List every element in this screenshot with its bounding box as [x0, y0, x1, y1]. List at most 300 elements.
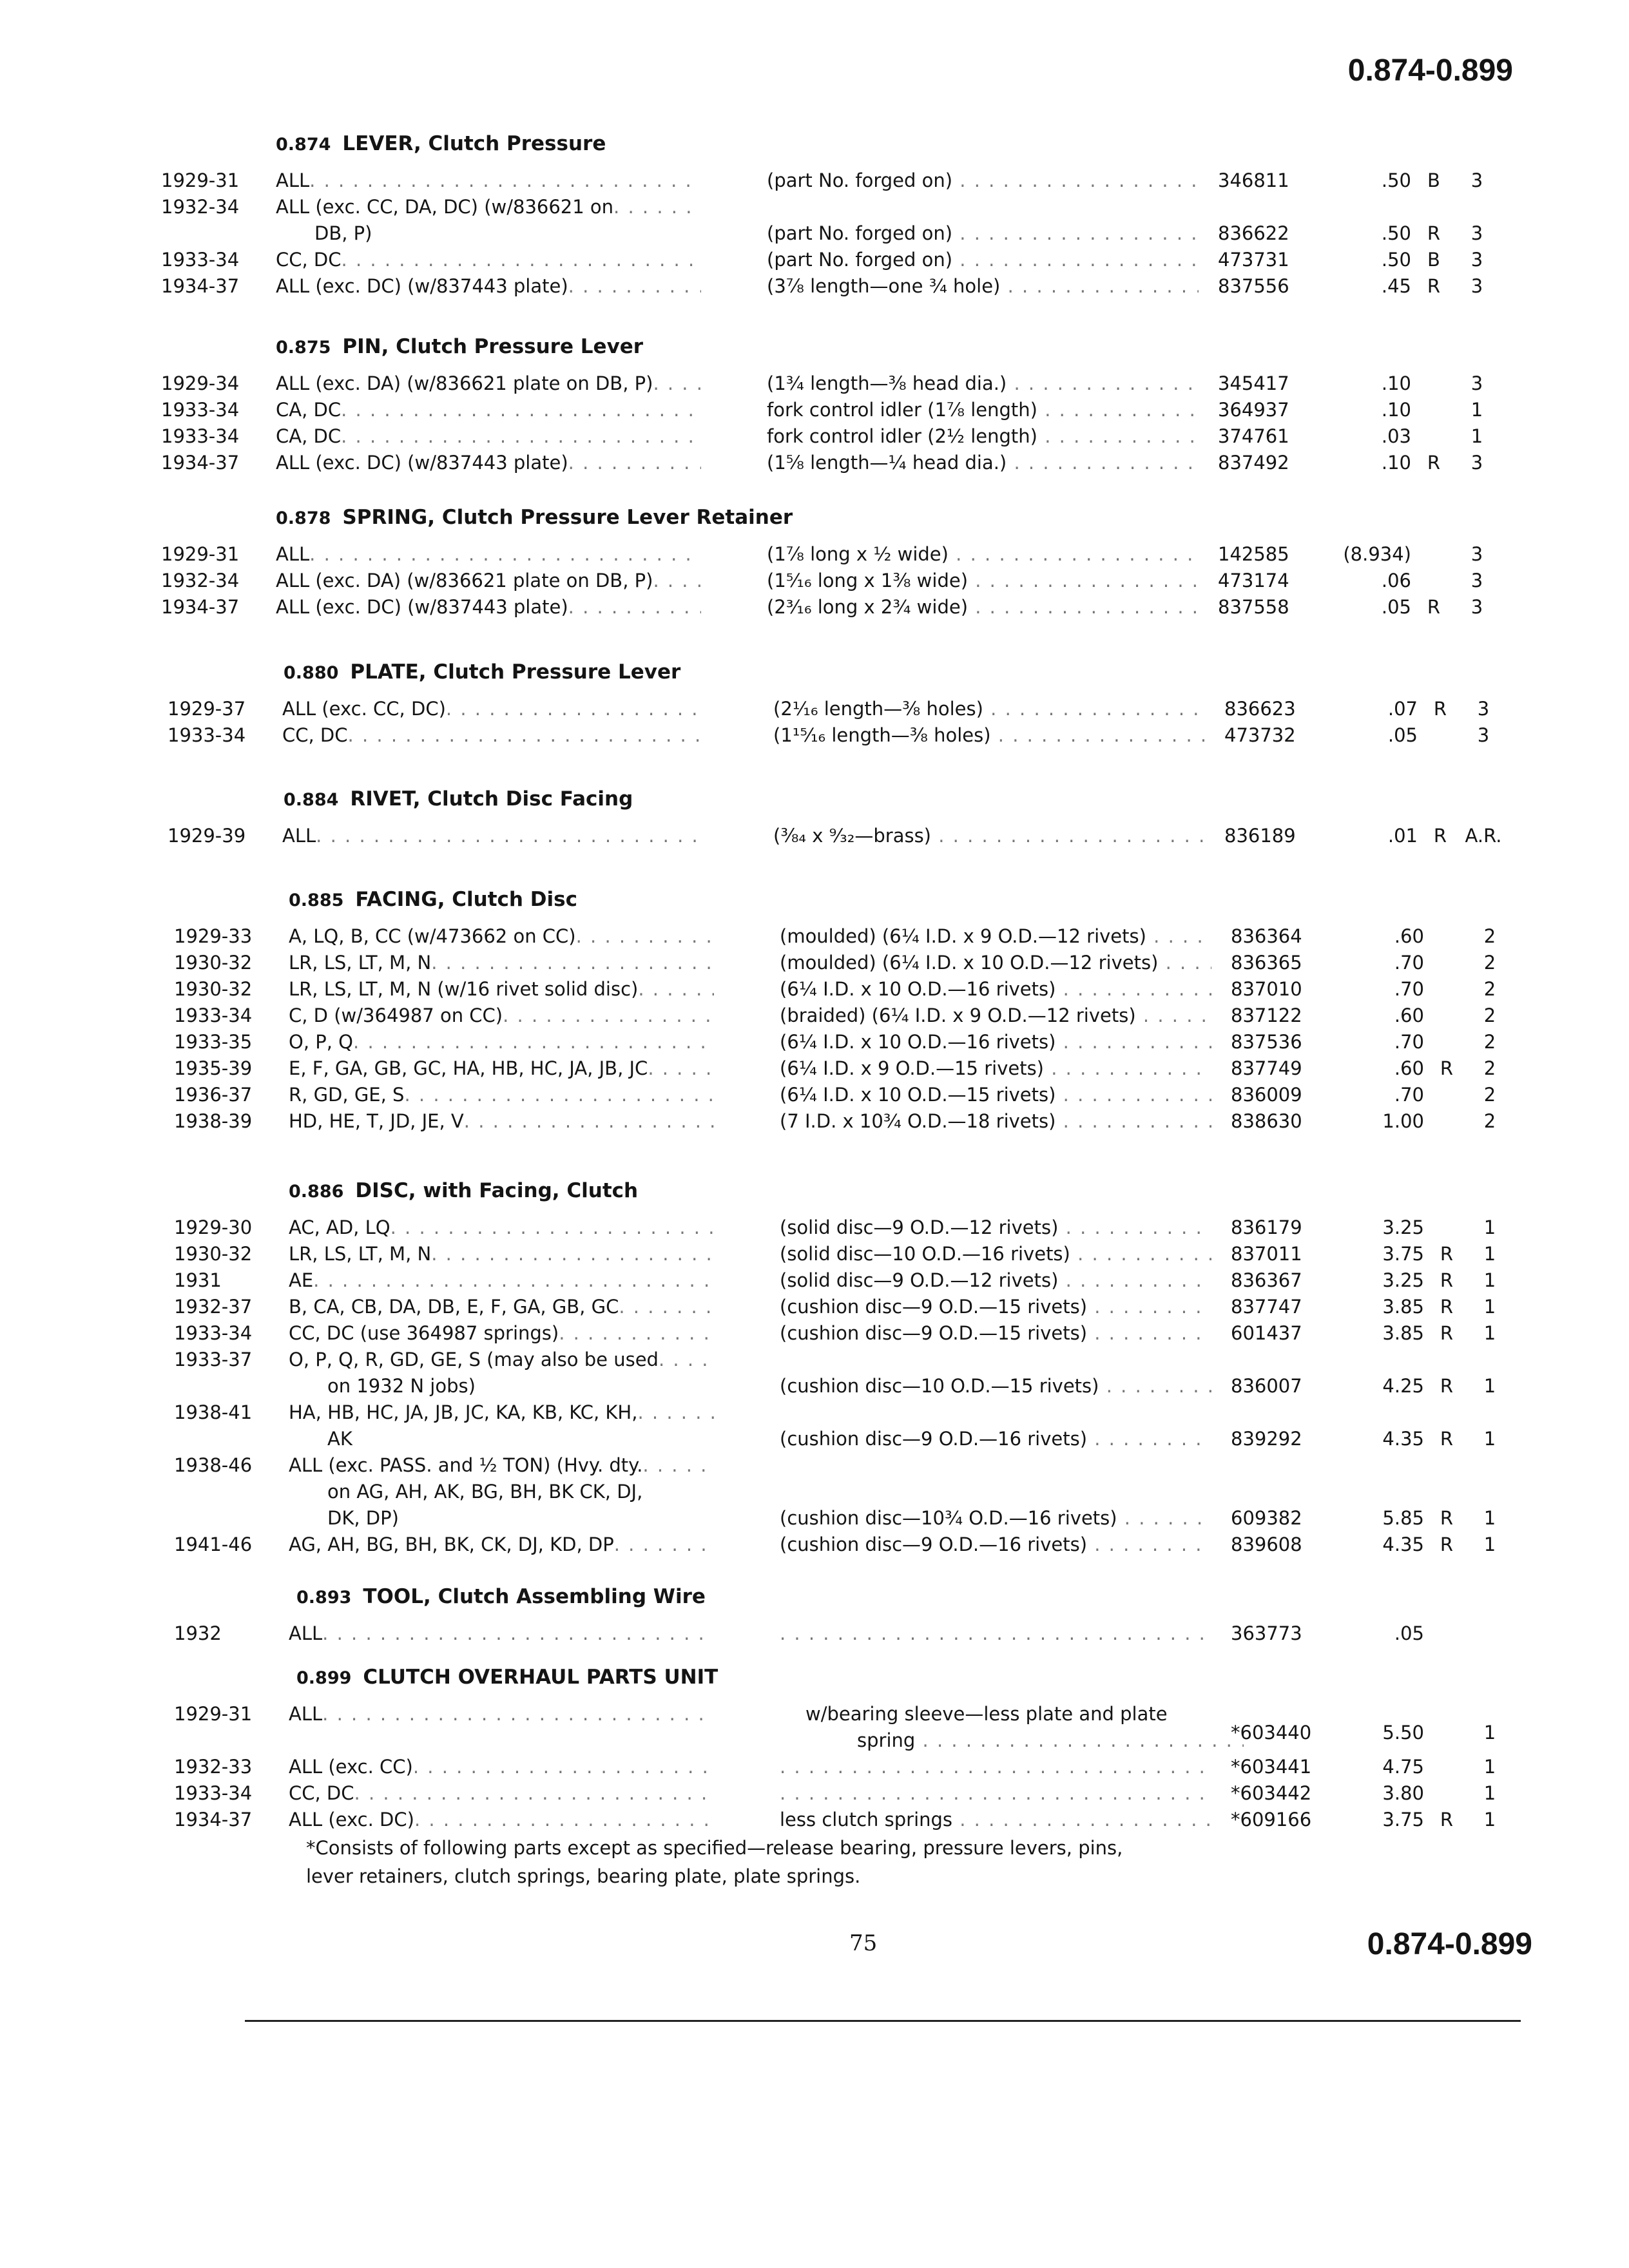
- footnote-line: *Consists of following parts except as specified—release bearing, pressure levers, pins,: [306, 1837, 1123, 1859]
- section-heading: [289, 888, 577, 911]
- applicable-models: ALL (exc. PASS. and ½ TON) (Hvy. dty. . . .: [289, 1454, 714, 1476]
- price-code: R: [1427, 452, 1441, 474]
- price-code: B: [1427, 249, 1440, 271]
- section-number: 0.874: [276, 135, 331, 155]
- quantity: 3: [1477, 724, 1490, 746]
- section-heading: [296, 1666, 718, 1689]
- table-row: [0, 1057, 1629, 1083]
- quantity: 3: [1470, 372, 1483, 394]
- list-price: .05: [1381, 596, 1411, 618]
- quantity: 2: [1483, 1084, 1496, 1106]
- table-row: [0, 452, 1629, 477]
- list-price: .05: [1394, 1622, 1424, 1644]
- table-row: [0, 925, 1629, 951]
- quantity: 1: [1483, 1756, 1496, 1778]
- part-description: (part No. forged on) . . .: [767, 169, 1199, 191]
- part-number: 836364: [1231, 925, 1302, 947]
- quantity: 3: [1470, 222, 1483, 244]
- applicable-models: ALL (exc. DC) (w/837443 plate) . . .: [276, 275, 701, 297]
- part-number: 836007: [1231, 1375, 1302, 1397]
- page-range-header: 0.874-0.899: [1347, 53, 1513, 88]
- part-number: 837747: [1231, 1296, 1302, 1318]
- part-number: 838630: [1231, 1110, 1302, 1132]
- list-price: .10: [1381, 452, 1411, 474]
- part-number: 142585: [1218, 543, 1289, 565]
- table-row: [0, 543, 1629, 569]
- model-years: 1932-34: [161, 196, 240, 218]
- quantity: 1: [1483, 1533, 1496, 1555]
- applicable-models: HA, HB, HC, JA, JB, JC, KA, KB, KC, KH, . . .: [289, 1401, 714, 1423]
- price-code: R: [1440, 1507, 1454, 1529]
- list-price: 4.35: [1382, 1428, 1424, 1450]
- part-number: 836189: [1224, 825, 1296, 847]
- part-number: 473731: [1218, 249, 1289, 271]
- price-code: R: [1440, 1375, 1454, 1397]
- table-row: [0, 952, 1629, 977]
- list-price: 3.75: [1382, 1243, 1424, 1265]
- applicable-models: CC, DC . . .: [282, 724, 708, 746]
- table-row: [0, 698, 1629, 724]
- list-price: 3.85: [1382, 1322, 1424, 1344]
- list-price: 3.80: [1382, 1782, 1424, 1804]
- section-title: TOOL, Clutch Assembling Wire: [363, 1585, 706, 1608]
- applicable-models: ALL . . .: [276, 169, 701, 191]
- table-row: [0, 1269, 1629, 1295]
- model-years: 1933-34: [174, 1322, 253, 1344]
- model-years: 1933-34: [161, 249, 240, 271]
- section-number: 0.878: [276, 508, 331, 528]
- model-years: 1938-46: [174, 1454, 253, 1476]
- part-description: (2³⁄₁₆ long x 2¾ wide) . . .: [767, 596, 1199, 618]
- section-title: CLUTCH OVERHAUL PARTS UNIT: [363, 1666, 718, 1689]
- applicable-models: ALL . . .: [276, 543, 701, 565]
- part-description: (3⅞ length—one ¾ hole) . . .: [767, 275, 1199, 297]
- price-code: R: [1433, 698, 1447, 720]
- list-price: .70: [1394, 978, 1424, 1000]
- price-code: R: [1440, 1296, 1454, 1318]
- applicable-models-continued: DK, DP): [327, 1507, 399, 1529]
- price-code: R: [1440, 1428, 1454, 1450]
- applicable-models: CA, DC . . .: [276, 399, 701, 421]
- part-number: 363773: [1231, 1622, 1302, 1644]
- table-row: [0, 275, 1629, 301]
- price-code: R: [1440, 1269, 1454, 1291]
- part-description: (6¼ I.D. x 10 O.D.—15 rivets) . . .: [780, 1084, 1211, 1106]
- applicable-models-continued: on AG, AH, AK, BG, BH, BK CK, DJ,: [327, 1481, 643, 1503]
- model-years: 1929-30: [174, 1216, 253, 1238]
- applicable-models: ALL (exc. CC, DC) . . .: [282, 698, 708, 720]
- section-heading: [289, 1179, 638, 1202]
- section-title: FACING, Clutch Disc: [355, 888, 577, 911]
- applicable-models: ALL . . .: [289, 1622, 714, 1644]
- model-years: 1935-39: [174, 1057, 253, 1079]
- part-number: 836622: [1218, 222, 1289, 244]
- page-number: 75: [849, 1930, 878, 1956]
- quantity: A.R.: [1465, 825, 1502, 847]
- table-row: [0, 399, 1629, 425]
- quantity: 1: [1470, 425, 1483, 447]
- footnote-line: lever retainers, clutch springs, bearing plate, plate springs.: [306, 1865, 861, 1887]
- part-description: (cushion disc—9 O.D.—16 rivets) . . .: [780, 1428, 1211, 1450]
- table-row: [0, 1031, 1629, 1057]
- quantity: 3: [1470, 169, 1483, 191]
- part-number: 837011: [1231, 1243, 1302, 1265]
- list-price: .45: [1381, 275, 1411, 297]
- table-row: [0, 372, 1629, 398]
- part-description: (cushion disc—10¾ O.D.—16 rivets) . . .: [780, 1507, 1211, 1529]
- part-description: (1¹⁵⁄₁₆ length—⅜ holes) . . .: [773, 724, 1205, 746]
- section-number: 0.899: [296, 1668, 352, 1688]
- section-title: SPRING, Clutch Pressure Lever Retainer: [342, 506, 793, 529]
- part-description: (part No. forged on) . . .: [767, 222, 1199, 244]
- part-description: (cushion disc—9 O.D.—16 rivets) . . .: [780, 1533, 1211, 1555]
- model-years: 1934-37: [161, 596, 240, 618]
- part-number: 837492: [1218, 452, 1289, 474]
- model-years: 1941-46: [174, 1533, 253, 1555]
- table-row: [0, 1454, 1629, 1529]
- section-number: 0.884: [284, 790, 339, 810]
- section-title: PLATE, Clutch Pressure Lever: [350, 660, 681, 684]
- part-number: 837556: [1218, 275, 1289, 297]
- quantity: 3: [1470, 596, 1483, 618]
- section-title: DISC, with Facing, Clutch: [355, 1179, 639, 1202]
- list-price: .60: [1394, 1057, 1424, 1079]
- model-years: 1932-33: [174, 1756, 253, 1778]
- quantity: 1: [1483, 1322, 1496, 1344]
- list-price: 5.50: [1382, 1722, 1424, 1744]
- quantity: 3: [1470, 452, 1483, 474]
- model-years: 1933-35: [174, 1031, 253, 1053]
- table-row: [0, 825, 1629, 850]
- list-price: .60: [1394, 925, 1424, 947]
- applicable-models: C, D (w/364987 on CC) . . .: [289, 1004, 714, 1026]
- applicable-models: ALL (exc. DA) (w/836621 plate on DB, P) . . .: [276, 570, 701, 591]
- part-description: (solid disc—9 O.D.—12 rivets) . . .: [780, 1216, 1211, 1238]
- model-years: 1929-34: [161, 372, 240, 394]
- part-description: (⅜₄ x ⁹⁄₃₂—brass) . . .: [773, 825, 1205, 847]
- price-code: R: [1440, 1809, 1454, 1831]
- applicable-models-continued: DB, P): [314, 222, 372, 244]
- table-row: [0, 249, 1629, 274]
- part-number: *603442: [1231, 1782, 1312, 1804]
- table-row: [0, 1782, 1629, 1808]
- table-row: [0, 1084, 1629, 1110]
- part-description: [780, 1782, 1211, 1804]
- part-number: 836009: [1231, 1084, 1302, 1106]
- model-years: 1929-31: [161, 543, 240, 565]
- part-description: w/bearing sleeve—less plate and plate: [805, 1703, 1168, 1725]
- applicable-models: ALL (exc. DC) . . .: [289, 1809, 714, 1831]
- part-description: (solid disc—10 O.D.—16 rivets) . . .: [780, 1243, 1211, 1265]
- part-description: (1¾ length—⅜ head dia.) . . .: [767, 372, 1199, 394]
- table-row: [0, 1349, 1629, 1397]
- table-row: [0, 1756, 1629, 1782]
- part-number: *603440: [1231, 1722, 1312, 1744]
- part-description: (moulded) (6¼ I.D. x 9 O.D.—12 rivets) . . .: [780, 925, 1211, 947]
- quantity: 1: [1483, 1243, 1496, 1265]
- part-description: (cushion disc—9 O.D.—15 rivets) . . .: [780, 1296, 1211, 1318]
- part-number: 601437: [1231, 1322, 1302, 1344]
- quantity: 2: [1483, 978, 1496, 1000]
- section-heading: [276, 506, 793, 529]
- applicable-models: AE . . .: [289, 1269, 714, 1291]
- table-row: [0, 1216, 1629, 1242]
- quantity: 1: [1483, 1507, 1496, 1529]
- part-number: 346811: [1218, 169, 1289, 191]
- table-row: [0, 1622, 1629, 1648]
- applicable-models: O, P, Q, R, GD, GE, S (may also be used . . .: [289, 1349, 714, 1370]
- part-description: fork control idler (1⅞ length) . . .: [767, 399, 1199, 421]
- applicable-models: AG, AH, BG, BH, BK, CK, DJ, KD, DP . . .: [289, 1533, 714, 1555]
- applicable-models: ALL (exc. DA) (w/836621 plate on DB, P) . . .: [276, 372, 701, 394]
- model-years: 1932: [174, 1622, 222, 1644]
- list-price: .70: [1394, 952, 1424, 974]
- list-price: .10: [1381, 372, 1411, 394]
- list-price: 4.35: [1382, 1533, 1424, 1555]
- price-code: R: [1440, 1243, 1454, 1265]
- applicable-models: ALL (exc. DC) (w/837443 plate) . . .: [276, 596, 701, 618]
- model-years: 1934-37: [161, 452, 240, 474]
- model-years: 1933-34: [161, 399, 240, 421]
- applicable-models: E, F, GA, GB, GC, HA, HB, HC, JA, JB, JC . . .: [289, 1057, 714, 1079]
- part-number: 364937: [1218, 399, 1289, 421]
- price-code: R: [1440, 1533, 1454, 1555]
- applicable-models: HD, HE, T, JD, JE, V . . .: [289, 1110, 714, 1132]
- part-number: 836179: [1231, 1216, 1302, 1238]
- table-row: [0, 196, 1629, 244]
- applicable-models: ALL (exc. CC) . . .: [289, 1756, 714, 1778]
- table-row: [0, 1809, 1629, 1834]
- footnote: [306, 1834, 1123, 1890]
- part-description: (7 I.D. x 10¾ O.D.—18 rivets) . . .: [780, 1110, 1211, 1132]
- applicable-models-continued: AK: [327, 1428, 352, 1450]
- quantity: 2: [1483, 952, 1496, 974]
- part-description: (cushion disc—10 O.D.—15 rivets) . . .: [780, 1375, 1211, 1397]
- part-number: 837536: [1231, 1031, 1302, 1053]
- part-number: 836623: [1224, 698, 1296, 720]
- model-years: 1938-39: [174, 1110, 253, 1132]
- table-row: [0, 1401, 1629, 1450]
- list-price: 3.25: [1382, 1216, 1424, 1238]
- applicable-models: CC, DC (use 364987 springs) . . .: [289, 1322, 714, 1344]
- model-years: 1929-33: [174, 925, 253, 947]
- quantity: 3: [1470, 249, 1483, 271]
- applicable-models: A, LQ, B, CC (w/473662 on CC) . . .: [289, 925, 714, 947]
- applicable-models: B, CA, CB, DA, DB, E, F, GA, GB, GC . . .: [289, 1296, 714, 1318]
- page-range-footer: 0.874-0.899: [1367, 1927, 1532, 1961]
- applicable-models: ALL (exc. CC, DA, DC) (w/836621 on . . .: [276, 196, 701, 218]
- part-description: (1⅞ long x ½ wide) . . .: [767, 543, 1199, 565]
- model-years: 1933-34: [174, 1004, 253, 1026]
- price-code: R: [1427, 275, 1441, 297]
- list-price: 4.25: [1382, 1375, 1424, 1397]
- applicable-models: ALL . . .: [282, 825, 708, 847]
- quantity: 1: [1483, 1375, 1496, 1397]
- list-price: .06: [1381, 570, 1411, 591]
- model-years: 1929-31: [161, 169, 240, 191]
- table-row: [0, 596, 1629, 622]
- applicable-models: CC, DC . . .: [289, 1782, 714, 1804]
- part-number: 609382: [1231, 1507, 1302, 1529]
- quantity: 2: [1483, 1110, 1496, 1132]
- section-heading: [284, 787, 633, 811]
- model-years: 1938-41: [174, 1401, 253, 1423]
- model-years: 1932-34: [161, 570, 240, 591]
- model-years: 1934-37: [161, 275, 240, 297]
- section-number: 0.893: [296, 1588, 352, 1608]
- applicable-models: CC, DC . . .: [276, 249, 701, 271]
- applicable-models: O, P, Q . . .: [289, 1031, 714, 1053]
- quantity: 1: [1483, 1722, 1496, 1744]
- quantity: 1: [1483, 1428, 1496, 1450]
- table-row: [0, 1296, 1629, 1321]
- model-years: 1930-32: [174, 1243, 253, 1265]
- list-price: 4.75: [1382, 1756, 1424, 1778]
- part-number: 839292: [1231, 1428, 1302, 1450]
- model-years: 1933-37: [174, 1349, 253, 1370]
- list-price: .70: [1394, 1031, 1424, 1053]
- section-title: RIVET, Clutch Disc Facing: [350, 787, 633, 811]
- model-years: 1929-31: [174, 1703, 253, 1725]
- part-number: 374761: [1218, 425, 1289, 447]
- part-description: (1⅝ length—¼ head dia.) . . .: [767, 452, 1199, 474]
- part-description: (6¼ I.D. x 10 O.D.—16 rivets) . . .: [780, 978, 1211, 1000]
- part-description: less clutch springs . . .: [780, 1809, 1211, 1831]
- part-description: (solid disc—9 O.D.—12 rivets) . . .: [780, 1269, 1211, 1291]
- price-code: R: [1427, 596, 1441, 618]
- model-years: 1936-37: [174, 1084, 253, 1106]
- price-code: R: [1433, 825, 1447, 847]
- applicable-models: R, GD, GE, S . . .: [289, 1084, 714, 1106]
- price-code: R: [1440, 1057, 1454, 1079]
- model-years: 1933-34: [168, 724, 246, 746]
- list-price: .05: [1387, 724, 1418, 746]
- part-description: (cushion disc—9 O.D.—15 rivets) . . .: [780, 1322, 1211, 1344]
- model-years: 1931: [174, 1269, 222, 1291]
- table-row: [0, 1322, 1629, 1348]
- table-row: [0, 724, 1629, 750]
- list-price: .01: [1387, 825, 1418, 847]
- list-price: .60: [1394, 1004, 1424, 1026]
- model-years: 1933-34: [174, 1782, 253, 1804]
- list-price: .03: [1381, 425, 1411, 447]
- model-years: 1932-37: [174, 1296, 253, 1318]
- list-price: .50: [1381, 249, 1411, 271]
- list-price: (8.934): [1343, 543, 1411, 565]
- quantity: 2: [1483, 1004, 1496, 1026]
- applicable-models-continued: on 1932 N jobs): [327, 1375, 476, 1397]
- part-number: *609166: [1231, 1809, 1312, 1831]
- model-years: 1929-37: [168, 698, 246, 720]
- list-price: 1.00: [1382, 1110, 1424, 1132]
- table-row: [0, 169, 1629, 195]
- part-description: (2¹⁄₁₆ length—⅜ holes) . . .: [773, 698, 1205, 720]
- quantity: 1: [1483, 1269, 1496, 1291]
- part-number: 837749: [1231, 1057, 1302, 1079]
- list-price: 3.25: [1382, 1269, 1424, 1291]
- part-number: 473732: [1224, 724, 1296, 746]
- part-description-continued: spring . . .: [857, 1729, 1244, 1751]
- applicable-models: AC, AD, LQ . . .: [289, 1216, 714, 1238]
- list-price: 3.85: [1382, 1296, 1424, 1318]
- list-price: .70: [1394, 1084, 1424, 1106]
- applicable-models: ALL . . .: [289, 1703, 714, 1725]
- part-description: (part No. forged on) . . .: [767, 249, 1199, 271]
- part-description: (braided) (6¼ I.D. x 9 O.D.—12 rivets) . . .: [780, 1004, 1211, 1026]
- part-description: fork control idler (2½ length) . . .: [767, 425, 1199, 447]
- part-number: 836365: [1231, 952, 1302, 974]
- part-number: 837122: [1231, 1004, 1302, 1026]
- list-price: .07: [1387, 698, 1418, 720]
- price-code: B: [1427, 169, 1440, 191]
- quantity: 3: [1470, 543, 1483, 565]
- part-number: 839608: [1231, 1533, 1302, 1555]
- model-years: 1933-34: [161, 425, 240, 447]
- applicable-models: LR, LS, LT, M, N . . .: [289, 1243, 714, 1265]
- list-price: 3.75: [1382, 1809, 1424, 1831]
- section-number: 0.875: [276, 338, 331, 358]
- quantity: 3: [1470, 570, 1483, 591]
- part-number: 345417: [1218, 372, 1289, 394]
- part-number: 473174: [1218, 570, 1289, 591]
- price-code: R: [1427, 222, 1441, 244]
- section-title: LEVER, Clutch Pressure: [342, 132, 606, 155]
- section-heading: [276, 335, 643, 358]
- quantity: 1: [1483, 1782, 1496, 1804]
- model-years: 1929-39: [168, 825, 246, 847]
- quantity: 1: [1470, 399, 1483, 421]
- applicable-models: ALL (exc. DC) (w/837443 plate) . . .: [276, 452, 701, 474]
- section-heading: [284, 660, 680, 684]
- list-price: .50: [1381, 222, 1411, 244]
- model-years: 1930-32: [174, 978, 253, 1000]
- part-description: [780, 1622, 1211, 1644]
- list-price: 5.85: [1382, 1507, 1424, 1529]
- table-row: [0, 570, 1629, 595]
- section-heading: [276, 132, 606, 155]
- part-number: 837558: [1218, 596, 1289, 618]
- model-years: 1934-37: [174, 1809, 253, 1831]
- quantity: 2: [1483, 925, 1496, 947]
- list-price: .50: [1381, 169, 1411, 191]
- table-row: [0, 1533, 1629, 1559]
- quantity: 3: [1477, 698, 1490, 720]
- table-row: [0, 1004, 1629, 1030]
- list-price: .10: [1381, 399, 1411, 421]
- part-description: (1⁵⁄₁₆ long x 1⅜ wide) . . .: [767, 570, 1199, 591]
- model-years: 1930-32: [174, 952, 253, 974]
- table-row: [0, 1243, 1629, 1269]
- section-heading: [296, 1585, 706, 1608]
- applicable-models: LR, LS, LT, M, N (w/16 rivet solid disc) . . .: [289, 978, 714, 1000]
- quantity: 1: [1483, 1809, 1496, 1831]
- table-row: [0, 425, 1629, 451]
- applicable-models: LR, LS, LT, M, N . . .: [289, 952, 714, 974]
- part-description: (moulded) (6¼ I.D. x 10 O.D.—12 rivets) . . .: [780, 952, 1211, 974]
- part-description: (6¼ I.D. x 10 O.D.—16 rivets) . . .: [780, 1031, 1211, 1053]
- quantity: 2: [1483, 1031, 1496, 1053]
- quantity: 1: [1483, 1296, 1496, 1318]
- section-number: 0.886: [289, 1182, 344, 1202]
- section-number: 0.885: [289, 890, 344, 910]
- section-title: PIN, Clutch Pressure Lever: [342, 335, 644, 358]
- table-row: [0, 1110, 1629, 1136]
- applicable-models: CA, DC . . .: [276, 425, 701, 447]
- part-number: *603441: [1231, 1756, 1312, 1778]
- section-number: 0.880: [284, 663, 339, 683]
- bottom-rule: [245, 2020, 1521, 2022]
- quantity: 3: [1470, 275, 1483, 297]
